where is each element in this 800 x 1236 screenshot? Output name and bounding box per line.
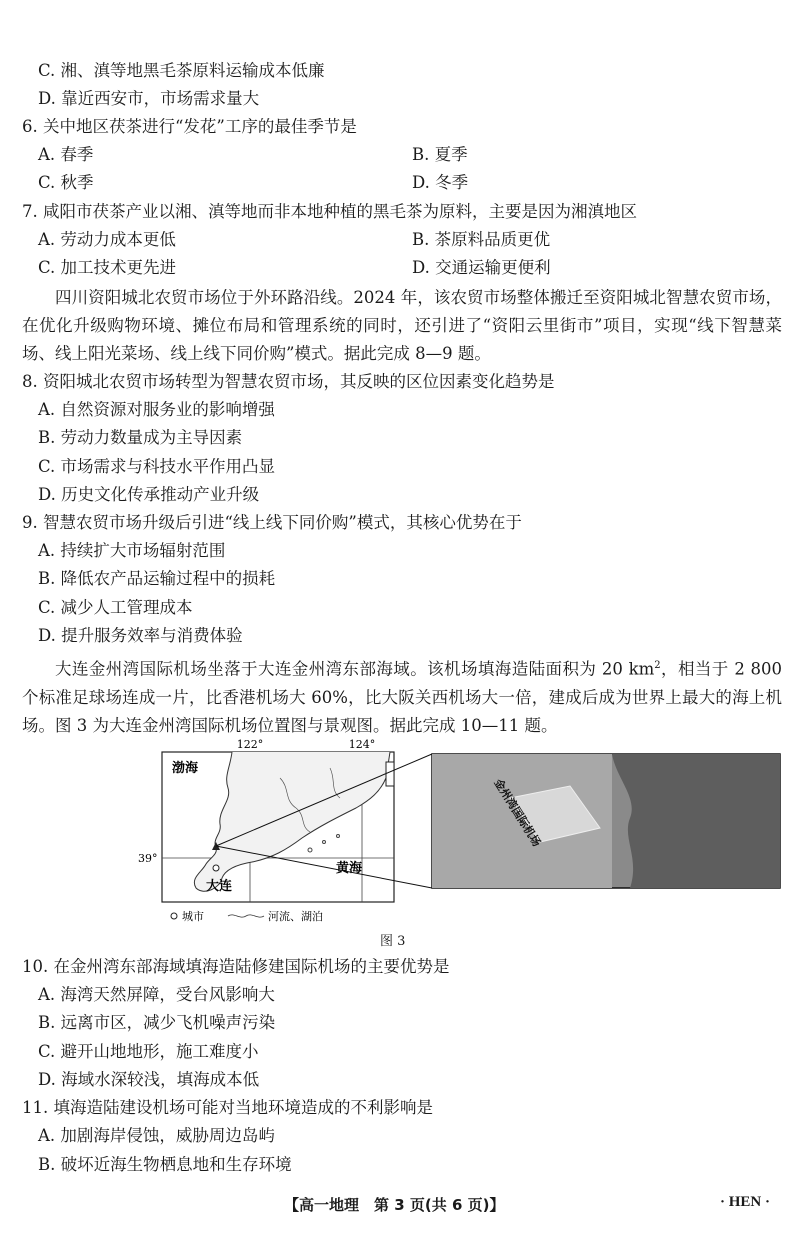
lat-39-label: 39° [138, 852, 158, 865]
dalian-city-marker [213, 865, 219, 871]
q11-option-a: A. 加剧海岸侵蚀，威胁周边岛屿 [38, 1126, 275, 1145]
passage-10-11: 大连金州湾国际机场坐落于大连金州湾东部海域。该机场填海造陆面积为 20 $km^2$，相当于 2 800 个标准足球场连成一片，比香港机场大 60%，比大阪关西机场大一倍，建成后成为世界上最大的海上机场。图 3 为大连金州湾国际机场位置图与景观图。据此完成 10—11 题。 [22, 659, 782, 735]
q9-option-d: D. 提升服务效率与消费体验 [38, 626, 243, 645]
footer-code: · HEN · [720, 1194, 771, 1210]
figure-3 [138, 738, 780, 928]
lon-122-label: 122° [236, 738, 264, 751]
figure-caption: 图 3 [380, 934, 406, 949]
airport-photo-label: 金州湾国际机场 [491, 776, 544, 849]
q5-option-c: C. 湘、滇等地黑毛茶原料运输成本低廉 [38, 61, 325, 80]
q5-option-d: D. 靠近西安市，市场需求量大 [38, 89, 260, 108]
q6-stem: 6. 关中地区茯茶进行“发花”工序的最佳季节是 [22, 117, 357, 136]
q7-option-c: C. 加工技术更先进 [38, 258, 177, 277]
q7-stem: 7. 咸阳市茯茶产业以湘、滇等地而非本地种植的黑毛茶为原料，主要是因为湘滇地区 [22, 202, 637, 221]
q9-option-a: A. 持续扩大市场辐射范围 [38, 541, 226, 560]
huanghai-label: 黄海 [336, 861, 363, 876]
q8-option-d: D. 历史文化传承推动产业升级 [38, 485, 260, 504]
inset-box [386, 762, 394, 786]
q7-option-a: A. 劳动力成本更低 [38, 230, 176, 249]
legend-city-icon [171, 913, 177, 919]
q9-option-c: C. 减少人工管理成本 [38, 598, 193, 617]
q9-stem: 9. 智慧农贸市场升级后引进“线上线下同价购”模式，其核心优势在于 [22, 513, 522, 532]
q10-option-b: B. 远离市区，减少飞机噪声污染 [38, 1013, 276, 1032]
legend-city-label: 城市 [182, 910, 204, 923]
q10-stem: 10. 在金州湾东部海域填海造陆修建国际机场的主要优势是 [22, 957, 450, 976]
q7-option-d: D. 交通运输更便利 [412, 258, 551, 277]
q10-option-a: A. 海湾天然屏障，受台风影响大 [38, 985, 275, 1004]
q9-option-b: B. 降低农产品运输过程中的损耗 [38, 569, 276, 588]
passage-8-9: 四川资阳城北农贸市场位于外环路沿线。2024 年，该农贸市场整体搬迁至资阳城北智慧农贸市场，在优化升级购物环境、摊位布局和管理系统的同时，还引进了“资阳云里街市”项目，实现“线下智慧菜场、线上阳光菜场、线上线下同价购”模式。据此完成 8—9 题。 [22, 288, 782, 363]
q6-option-d: D. 冬季 [412, 173, 469, 192]
q8-option-b: B. 劳动力数量成为主导因素 [38, 428, 243, 447]
q6-option-b: B. 夏季 [412, 145, 468, 164]
dalian-label: 大连 [206, 879, 233, 894]
q10-option-c: C. 避开山地地形，施工难度小 [38, 1042, 259, 1061]
q11-stem: 11. 填海造陆建设机场可能对当地环境造成的不利影响是 [22, 1098, 433, 1117]
q6-option-c: C. 秋季 [38, 173, 94, 192]
legend-river-label: 河流、湖泊 [268, 910, 323, 923]
legend-river-icon [228, 915, 264, 917]
footer-page-info: 【高一地理 第 3 页(共 6 页)】 [284, 1196, 505, 1214]
q11-option-b: B. 破坏近海生物栖息地和生存环境 [38, 1155, 292, 1174]
q8-option-a: A. 自然资源对服务业的影响增强 [38, 400, 275, 419]
q7-option-b: B. 茶原料品质更优 [412, 230, 551, 249]
bohai-label: 渤海 [172, 761, 199, 776]
land-area [612, 754, 780, 888]
q10-option-d: D. 海域水深较浅，填海成本低 [38, 1070, 260, 1089]
q8-option-c: C. 市场需求与科技水平作用凸显 [38, 457, 276, 476]
q6-option-a: A. 春季 [38, 145, 94, 164]
q8-stem: 8. 资阳城北农贸市场转型为智慧农贸市场，其反映的区位因素变化趋势是 [22, 372, 555, 391]
lon-124-label: 124° [348, 738, 376, 751]
